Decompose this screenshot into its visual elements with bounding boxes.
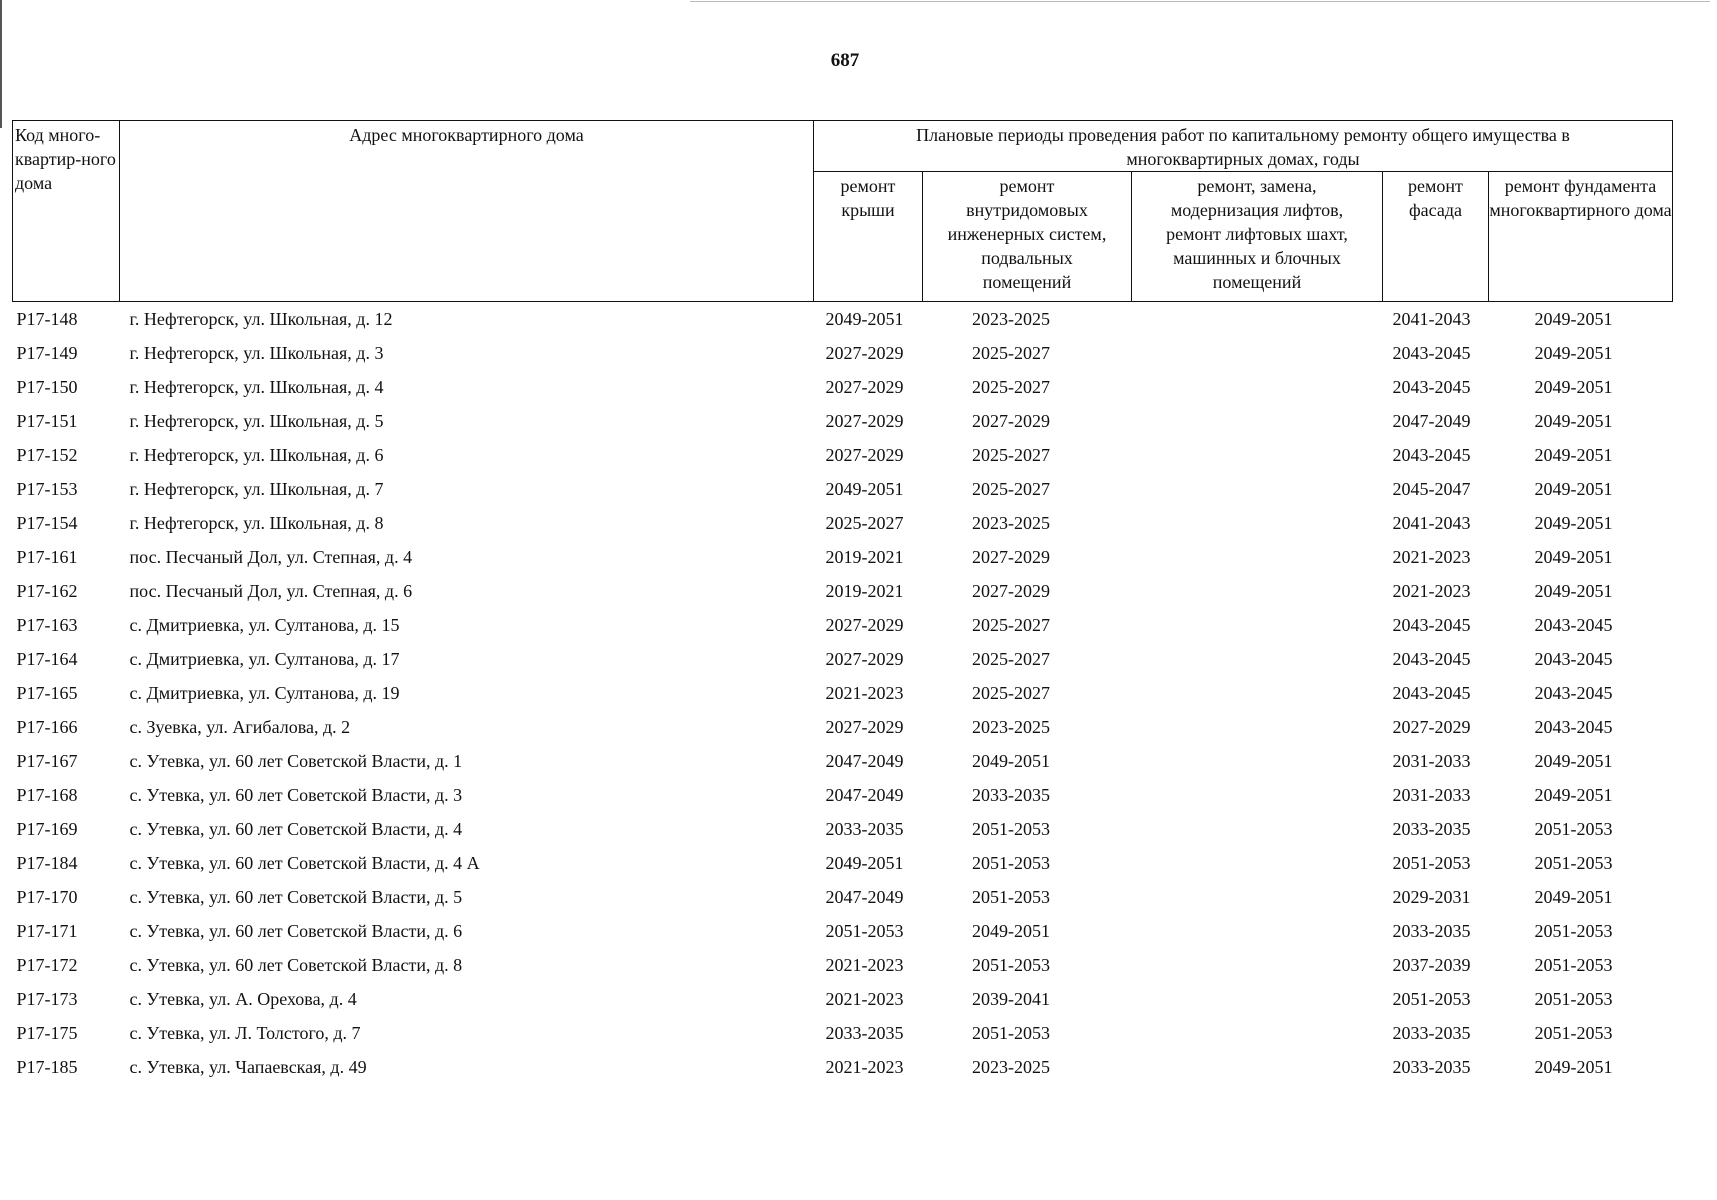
cell-roof: 2049-2051 <box>825 853 904 873</box>
cell-facade: 2045-2047 <box>1392 479 1471 499</box>
cell-address: с. Утевка, ул. Чапаевская, д. 49 <box>129 1057 367 1077</box>
table-row <box>13 948 1673 982</box>
cell-foundation: 2043-2045 <box>1534 683 1613 703</box>
cell-address: с. Утевка, ул. 60 лет Советской Власти, д. 6 <box>129 921 463 941</box>
cell-facade: 2041-2043 <box>1392 309 1471 329</box>
cell-roof: 2021-2023 <box>825 955 904 975</box>
cell-foundation: 2043-2045 <box>1534 649 1613 669</box>
cell-code: P17-149 <box>16 343 78 363</box>
cell-engineering: 2027-2029 <box>972 581 1050 601</box>
cell-facade: 2043-2045 <box>1392 445 1471 465</box>
cell-facade: 2033-2035 <box>1392 921 1471 941</box>
table-row <box>13 336 1673 370</box>
header-foundation: ремонт фундамента многоквартирного дома <box>1489 172 1673 302</box>
cell-address: г. Нефтегорск, ул. Школьная, д. 5 <box>129 411 384 431</box>
cell-foundation: 2049-2051 <box>1534 785 1613 805</box>
table-row <box>13 982 1673 1016</box>
cell-facade: 2043-2045 <box>1392 615 1471 635</box>
cell-address: с. Утевка, ул. 60 лет Советской Власти, д. 8 <box>129 955 463 975</box>
cell-foundation: 2049-2051 <box>1534 547 1613 567</box>
cell-address: с. Дмитриевка, ул. Султанова, д. 17 <box>129 649 400 669</box>
cell-elevators <box>1132 812 1383 846</box>
cell-facade: 2043-2045 <box>1392 649 1471 669</box>
cell-address: с. Дмитриевка, ул. Султанова, д. 15 <box>129 615 400 635</box>
cell-engineering: 2051-2053 <box>972 1023 1050 1043</box>
cell-address: с. Утевка, ул. 60 лет Советской Власти, д. 1 <box>129 751 463 771</box>
cell-address: г. Нефтегорск, ул. Школьная, д. 8 <box>129 513 384 533</box>
cell-roof: 2025-2027 <box>825 513 904 533</box>
cell-code: P17-162 <box>16 581 78 601</box>
cell-elevators <box>1132 1016 1383 1050</box>
cell-address: с. Утевка, ул. 60 лет Советской Власти, д. 3 <box>129 785 463 805</box>
cell-engineering: 2049-2051 <box>972 921 1050 941</box>
table-row <box>13 404 1673 438</box>
cell-elevators <box>1132 948 1383 982</box>
table-row <box>13 914 1673 948</box>
cell-elevators <box>1132 710 1383 744</box>
cell-code: P17-168 <box>16 785 78 805</box>
cell-facade: 2051-2053 <box>1392 853 1471 873</box>
cell-elevators <box>1132 778 1383 812</box>
cell-roof: 2019-2021 <box>825 547 904 567</box>
cell-elevators <box>1132 846 1383 880</box>
cell-address: с. Утевка, ул. 60 лет Советской Власти, д. 4 <box>129 819 463 839</box>
cell-foundation: 2051-2053 <box>1534 921 1613 941</box>
cell-engineering: 2025-2027 <box>972 615 1050 635</box>
cell-code: P17-171 <box>16 921 78 941</box>
cell-engineering: 2027-2029 <box>972 411 1050 431</box>
cell-roof: 2021-2023 <box>825 989 904 1009</box>
table-row <box>13 744 1673 778</box>
cell-address: с. Утевка, ул. 60 лет Советской Власти, д. 4 А <box>129 853 480 873</box>
cell-engineering: 2051-2053 <box>972 887 1050 907</box>
table-row <box>13 506 1673 540</box>
cell-engineering: 2023-2025 <box>972 309 1050 329</box>
cell-elevators <box>1132 744 1383 778</box>
cell-code: P17-165 <box>16 683 78 703</box>
cell-engineering: 2023-2025 <box>972 513 1050 533</box>
cell-elevators <box>1132 642 1383 676</box>
cell-foundation: 2049-2051 <box>1534 343 1613 363</box>
cell-foundation: 2043-2045 <box>1534 615 1613 635</box>
cell-address: г. Нефтегорск, ул. Школьная, д. 12 <box>129 309 393 329</box>
cell-facade: 2043-2045 <box>1392 377 1471 397</box>
cell-address: пос. Песчаный Дол, ул. Степная, д. 6 <box>129 581 413 601</box>
cell-code: P17-150 <box>16 377 78 397</box>
cell-elevators <box>1132 914 1383 948</box>
cell-engineering: 2039-2041 <box>972 989 1050 1009</box>
header-roof: ремонт крыши <box>814 172 923 302</box>
cell-facade: 2029-2031 <box>1392 887 1471 907</box>
cell-roof: 2027-2029 <box>825 615 904 635</box>
cell-code: P17-173 <box>16 989 78 1009</box>
cell-address: с. Зуевка, ул. Агибалова, д. 2 <box>129 717 351 737</box>
table-row <box>13 880 1673 914</box>
cell-facade: 2051-2053 <box>1392 989 1471 1009</box>
cell-facade: 2021-2023 <box>1392 547 1471 567</box>
cell-roof: 2047-2049 <box>825 785 904 805</box>
cell-code: P17-151 <box>16 411 78 431</box>
cell-facade: 2031-2033 <box>1392 785 1471 805</box>
cell-engineering: 2025-2027 <box>972 377 1050 397</box>
cell-engineering: 2033-2035 <box>972 785 1050 805</box>
cell-elevators <box>1132 506 1383 540</box>
cell-facade: 2033-2035 <box>1392 819 1471 839</box>
table-row <box>13 778 1673 812</box>
cell-code: P17-169 <box>16 819 78 839</box>
cell-elevators <box>1132 438 1383 472</box>
cell-engineering: 2025-2027 <box>972 683 1050 703</box>
cell-engineering: 2025-2027 <box>972 445 1050 465</box>
cell-code: P17-175 <box>16 1023 78 1043</box>
cell-foundation: 2049-2051 <box>1534 887 1613 907</box>
cell-roof: 2051-2053 <box>825 921 904 941</box>
cell-foundation: 2049-2051 <box>1534 513 1613 533</box>
cell-code: P17-163 <box>16 615 78 635</box>
cell-engineering: 2025-2027 <box>972 479 1050 499</box>
cell-code: P17-172 <box>16 955 78 975</box>
cell-facade: 2043-2045 <box>1392 343 1471 363</box>
cell-foundation: 2051-2053 <box>1534 819 1613 839</box>
cell-address: г. Нефтегорск, ул. Школьная, д. 6 <box>129 445 384 465</box>
table-row <box>13 1050 1673 1084</box>
header-elevators: ремонт, замена, модернизация лифтов, ремонт лифтовых шахт, машинных и блочных помещений <box>1132 172 1383 302</box>
cell-address: г. Нефтегорск, ул. Школьная, д. 3 <box>129 343 384 363</box>
cell-facade: 2033-2035 <box>1392 1023 1471 1043</box>
header-periods: Плановые периоды проведения работ по капитальному ремонту общего имущества в многоквартирных домах, годы <box>814 121 1673 172</box>
table-row <box>13 370 1673 404</box>
cell-elevators <box>1132 472 1383 506</box>
cell-roof: 2027-2029 <box>825 717 904 737</box>
cell-roof: 2047-2049 <box>825 887 904 907</box>
table-row <box>13 574 1673 608</box>
table-row <box>13 472 1673 506</box>
cell-roof: 2047-2049 <box>825 751 904 771</box>
cell-elevators <box>1132 880 1383 914</box>
cell-code: P17-184 <box>16 853 78 873</box>
cell-facade: 2033-2035 <box>1392 1057 1471 1077</box>
cell-roof: 2027-2029 <box>825 343 904 363</box>
cell-address: пос. Песчаный Дол, ул. Степная, д. 4 <box>129 547 413 567</box>
cell-code: P17-170 <box>16 887 78 907</box>
cell-elevators <box>1132 404 1383 438</box>
cell-foundation: 2049-2051 <box>1534 411 1613 431</box>
table-row <box>13 302 1673 337</box>
table-row <box>13 812 1673 846</box>
page-top-border <box>690 1 1710 2</box>
cell-address: с. Утевка, ул. А. Орехова, д. 4 <box>129 989 357 1009</box>
cell-code: P17-167 <box>16 751 78 771</box>
cell-roof: 2033-2035 <box>825 819 904 839</box>
cell-engineering: 2051-2053 <box>972 853 1050 873</box>
table-row <box>13 1016 1673 1050</box>
cell-engineering: 2023-2025 <box>972 717 1050 737</box>
cell-roof: 2027-2029 <box>825 377 904 397</box>
cell-address: с. Утевка, ул. 60 лет Советской Власти, д. 5 <box>129 887 463 907</box>
cell-elevators <box>1132 1050 1383 1084</box>
cell-engineering: 2025-2027 <box>972 343 1050 363</box>
cell-foundation: 2049-2051 <box>1534 581 1613 601</box>
cell-facade: 2027-2029 <box>1392 717 1471 737</box>
cell-facade: 2041-2043 <box>1392 513 1471 533</box>
cell-roof: 2021-2023 <box>825 1057 904 1077</box>
header-code: Код много-квартир-ного дома <box>13 121 120 302</box>
cell-foundation: 2049-2051 <box>1534 377 1613 397</box>
cell-engineering: 2049-2051 <box>972 751 1050 771</box>
cell-roof: 2027-2029 <box>825 649 904 669</box>
cell-engineering: 2027-2029 <box>972 547 1050 567</box>
header-address: Адрес многоквартирного дома <box>120 121 814 302</box>
cell-facade: 2037-2039 <box>1392 955 1471 975</box>
cell-engineering: 2051-2053 <box>972 819 1050 839</box>
header-facade: ремонт фасада <box>1383 172 1489 302</box>
cell-code: P17-166 <box>16 717 78 737</box>
table-header <box>13 121 1673 302</box>
cell-foundation: 2049-2051 <box>1534 309 1613 329</box>
repair-schedule-table <box>12 120 1673 1084</box>
cell-engineering: 2025-2027 <box>972 649 1050 669</box>
cell-foundation: 2051-2053 <box>1534 853 1613 873</box>
cell-code: P17-152 <box>16 445 78 465</box>
cell-foundation: 2049-2051 <box>1534 1057 1613 1077</box>
cell-roof: 2027-2029 <box>825 445 904 465</box>
table-row <box>13 642 1673 676</box>
cell-engineering: 2023-2025 <box>972 1057 1050 1077</box>
cell-code: P17-164 <box>16 649 78 669</box>
cell-elevators <box>1132 336 1383 370</box>
cell-foundation: 2043-2045 <box>1534 717 1613 737</box>
cell-address: с. Утевка, ул. Л. Толстого, д. 7 <box>129 1023 361 1043</box>
cell-elevators <box>1132 676 1383 710</box>
table-row <box>13 608 1673 642</box>
cell-elevators <box>1132 302 1383 337</box>
cell-address: с. Дмитриевка, ул. Султанова, д. 19 <box>129 683 400 703</box>
cell-facade: 2031-2033 <box>1392 751 1471 771</box>
cell-facade: 2021-2023 <box>1392 581 1471 601</box>
cell-engineering: 2051-2053 <box>972 955 1050 975</box>
cell-elevators <box>1132 370 1383 404</box>
cell-foundation: 2049-2051 <box>1534 479 1613 499</box>
cell-address: г. Нефтегорск, ул. Школьная, д. 4 <box>129 377 384 397</box>
cell-foundation: 2051-2053 <box>1534 1023 1613 1043</box>
cell-foundation: 2051-2053 <box>1534 989 1613 1009</box>
cell-code: P17-185 <box>16 1057 78 1077</box>
cell-code: P17-161 <box>16 547 78 567</box>
cell-code: P17-148 <box>16 309 78 329</box>
cell-elevators <box>1132 574 1383 608</box>
table-row <box>13 846 1673 880</box>
cell-roof: 2019-2021 <box>825 581 904 601</box>
cell-address: г. Нефтегорск, ул. Школьная, д. 7 <box>129 479 384 499</box>
cell-roof: 2049-2051 <box>825 479 904 499</box>
cell-code: P17-153 <box>16 479 78 499</box>
header-engineering: ремонт внутридомовых инженерных систем, подвальных помещений <box>923 172 1132 302</box>
cell-roof: 2033-2035 <box>825 1023 904 1043</box>
cell-elevators <box>1132 608 1383 642</box>
page-number: 687 <box>830 50 860 71</box>
cell-elevators <box>1132 540 1383 574</box>
table-body <box>13 302 1673 1085</box>
cell-foundation: 2049-2051 <box>1534 445 1613 465</box>
cell-elevators <box>1132 982 1383 1016</box>
cell-foundation: 2049-2051 <box>1534 751 1613 771</box>
cell-code: P17-154 <box>16 513 78 533</box>
table-row <box>13 540 1673 574</box>
table-row <box>13 438 1673 472</box>
cell-roof: 2021-2023 <box>825 683 904 703</box>
table-row <box>13 676 1673 710</box>
cell-facade: 2047-2049 <box>1392 411 1471 431</box>
cell-foundation: 2051-2053 <box>1534 955 1613 975</box>
cell-roof: 2027-2029 <box>825 411 904 431</box>
cell-facade: 2043-2045 <box>1392 683 1471 703</box>
table-row <box>13 710 1673 744</box>
cell-roof: 2049-2051 <box>825 309 904 329</box>
